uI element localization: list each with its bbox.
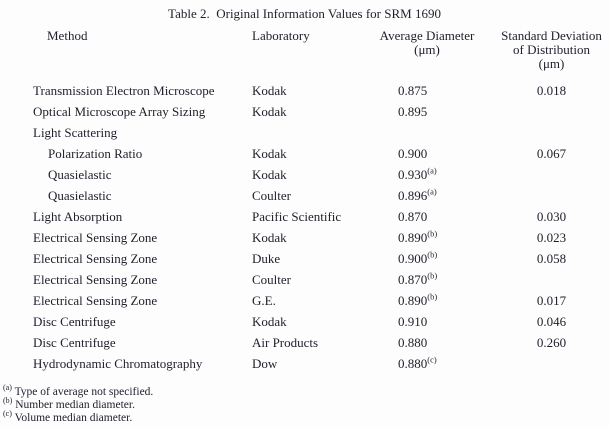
header-standard-deviation-line2: of Distribution <box>513 42 590 57</box>
method-cell: Electrical Sensing Zone <box>33 272 158 287</box>
table-row <box>33 227 609 248</box>
avg-value: 0.900 <box>398 251 428 266</box>
method-cell: Disc Centrifuge <box>33 314 116 329</box>
table-row <box>33 332 609 353</box>
method-cell: Light Scattering <box>33 125 118 140</box>
method-cell: Optical Microscope Array Sizing <box>33 104 206 119</box>
std-dev-cell <box>482 122 609 143</box>
method-cell: Polarization Ratio <box>48 146 143 161</box>
std-dev-cell: 0.046 <box>536 314 567 329</box>
table-row <box>33 311 609 332</box>
avg-diameter-cell <box>372 122 482 143</box>
avg-diameter-cell <box>372 353 482 374</box>
header-average-diameter <box>372 29 482 71</box>
footnote-c <box>3 409 153 425</box>
table-body <box>33 80 609 374</box>
laboratory-cell: Kodak <box>252 146 287 161</box>
footnote-a-marker: (a) <box>3 383 12 393</box>
header-standard-deviation-line1: Standard Deviation <box>501 28 602 43</box>
std-dev-cell: 0.260 <box>536 335 567 350</box>
avg-diameter-cell <box>372 80 482 101</box>
avg-footnote-marker: (b) <box>427 291 438 302</box>
std-dev-cell <box>482 269 609 290</box>
avg-value: 0.875 <box>398 83 428 98</box>
laboratory-cell: G.E. <box>252 293 276 308</box>
laboratory-cell: Kodak <box>252 167 287 182</box>
std-dev-cell: 0.030 <box>536 209 567 224</box>
avg-diameter-cell <box>372 311 482 332</box>
laboratory-cell: Kodak <box>252 83 287 98</box>
avg-diameter-cell <box>372 290 482 311</box>
method-cell: Disc Centrifuge <box>33 335 116 350</box>
avg-diameter-cell <box>372 269 482 290</box>
laboratory-cell: Pacific Scientific <box>252 209 342 224</box>
footnote-b-text: Number median diameter. <box>15 399 135 411</box>
table-row <box>33 269 609 290</box>
method-cell: Electrical Sensing Zone <box>33 230 158 245</box>
table-row <box>33 206 609 227</box>
std-dev-cell: 0.023 <box>536 230 567 245</box>
avg-value: 0.890 <box>398 293 428 308</box>
laboratory-cell: Coulter <box>252 188 291 203</box>
table-row <box>33 185 609 206</box>
method-cell: Electrical Sensing Zone <box>33 293 158 308</box>
footnote-b-marker: (b) <box>3 396 13 406</box>
method-cell: Quasielastic <box>48 167 112 182</box>
method-cell: Transmission Electron Microscope <box>33 83 215 98</box>
footnotes <box>3 383 154 425</box>
avg-footnote-marker: (b) <box>427 270 438 281</box>
avg-value: 0.910 <box>398 314 428 329</box>
header-average-diameter-unit: (μm) <box>414 42 440 57</box>
header-standard-deviation-unit: (μm) <box>538 56 565 71</box>
table-row <box>33 353 609 374</box>
std-dev-cell <box>482 185 609 206</box>
footnote-a-text: Type of average not specified. <box>14 386 154 398</box>
footnote-a <box>3 383 154 399</box>
footnote-c-text: Volume median diameter. <box>14 412 133 424</box>
header-standard-deviation <box>482 29 609 71</box>
std-dev-cell <box>482 164 609 185</box>
table-row <box>33 80 609 101</box>
table-row <box>33 101 609 122</box>
laboratory-cell: Kodak <box>252 104 287 119</box>
avg-value: 0.890 <box>398 230 428 245</box>
avg-diameter-cell <box>372 164 482 185</box>
avg-diameter-cell <box>372 206 482 227</box>
footnote-b <box>3 396 153 412</box>
avg-diameter-cell <box>372 143 482 164</box>
table-row <box>33 143 609 164</box>
std-dev-cell: 0.058 <box>536 251 567 266</box>
header-method: Method <box>47 28 88 43</box>
avg-value: 0.895 <box>398 104 428 119</box>
avg-diameter-cell <box>372 248 482 269</box>
avg-footnote-marker: (b) <box>427 249 438 260</box>
laboratory-cell: Kodak <box>252 230 287 245</box>
avg-value: 0.870 <box>398 209 428 224</box>
std-dev-cell: 0.067 <box>536 146 567 161</box>
std-dev-cell: 0.017 <box>536 293 567 308</box>
table-title: Table 2. Original Information Values for SRM 1690 <box>168 6 441 21</box>
method-cell: Electrical Sensing Zone <box>33 251 158 266</box>
avg-footnote-marker: (c) <box>427 354 437 365</box>
avg-diameter-cell <box>372 101 482 122</box>
footnote-c-marker: (c) <box>3 409 12 419</box>
avg-value: 0.896 <box>398 188 428 203</box>
laboratory-cell: Kodak <box>252 314 287 329</box>
method-cell: Hydrodynamic Chromatography <box>33 356 203 371</box>
laboratory-cell: Air Products <box>252 335 319 350</box>
laboratory-cell: Duke <box>252 251 281 266</box>
avg-value: 0.900 <box>398 146 428 161</box>
avg-diameter-cell <box>372 185 482 206</box>
avg-footnote-marker: (a) <box>427 186 437 197</box>
header-laboratory: Laboratory <box>252 28 310 43</box>
avg-value: 0.880 <box>398 356 428 371</box>
avg-diameter-cell <box>372 332 482 353</box>
laboratory-cell: Dow <box>252 356 278 371</box>
table-row <box>33 290 609 311</box>
avg-footnote-marker: (b) <box>427 228 438 239</box>
table-row <box>33 164 609 185</box>
avg-value: 0.870 <box>398 272 428 287</box>
avg-footnote-marker: (a) <box>427 165 437 176</box>
table-section-row <box>33 122 609 143</box>
table-header-row <box>33 29 609 71</box>
method-cell: Quasielastic <box>48 188 112 203</box>
header-average-diameter-line1: Average Diameter <box>379 28 475 43</box>
std-dev-cell <box>482 353 609 374</box>
avg-value: 0.930 <box>398 167 428 182</box>
laboratory-cell <box>252 122 372 143</box>
std-dev-cell <box>482 101 609 122</box>
method-cell: Light Absorption <box>33 209 123 224</box>
avg-value: 0.880 <box>398 335 428 350</box>
avg-diameter-cell <box>372 227 482 248</box>
table-row <box>33 248 609 269</box>
std-dev-cell: 0.018 <box>536 83 567 98</box>
laboratory-cell: Coulter <box>252 272 291 287</box>
